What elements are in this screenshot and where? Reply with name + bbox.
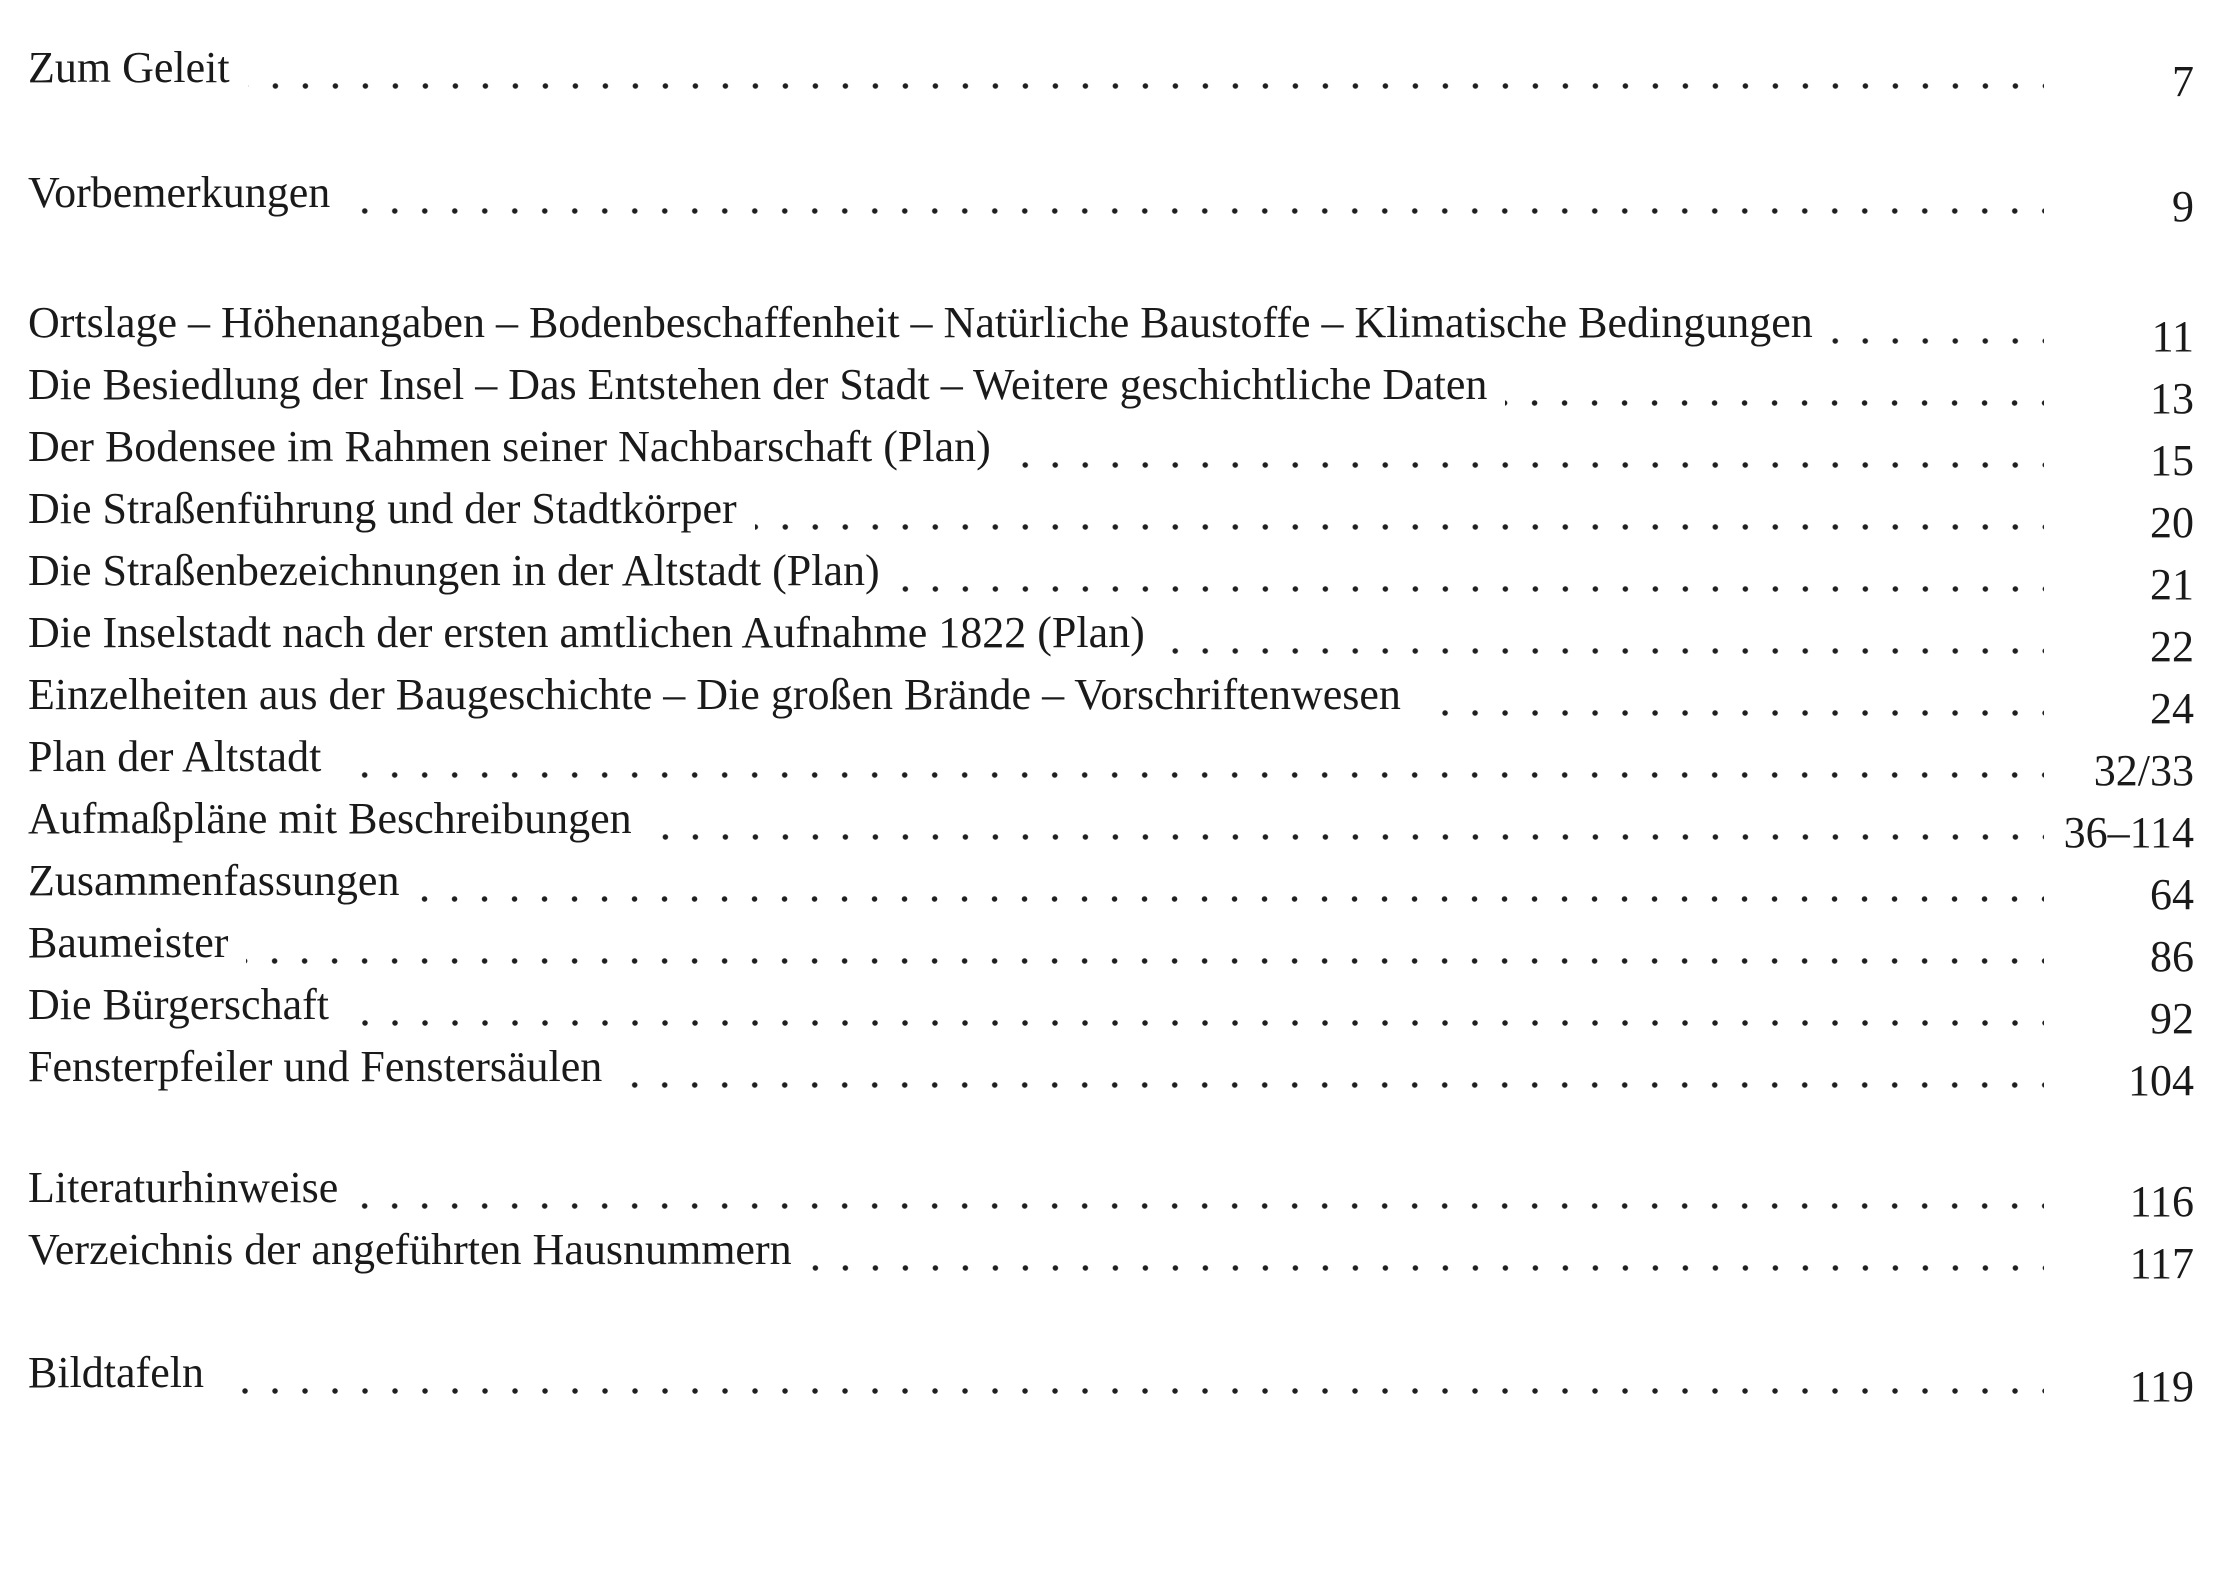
dot-leader bbox=[222, 1345, 2044, 1401]
toc-entry-strassenfuehrung bbox=[28, 481, 2194, 547]
dot-leader bbox=[755, 481, 2044, 537]
dot-leader bbox=[246, 915, 2044, 971]
toc-entry-strassenbezeichnungen bbox=[28, 543, 2194, 609]
toc-entry-bodensee bbox=[28, 419, 2194, 485]
toc-entry-title: Einzelheiten aus der Baugeschichte – Die großen Brände – Vorschriftenwesen bbox=[28, 670, 1401, 719]
toc-entry-page: 64 bbox=[2150, 870, 2194, 919]
dot-leader bbox=[1163, 605, 2044, 661]
dot-leader bbox=[1419, 667, 2044, 723]
toc-entry-title: Plan der Altstadt bbox=[28, 732, 322, 781]
toc-entry-baugeschichte bbox=[28, 667, 2194, 733]
toc-entry-page: 7 bbox=[2172, 57, 2194, 106]
dot-leader bbox=[620, 1039, 2044, 1095]
toc-entry-page: 22 bbox=[2150, 622, 2194, 671]
toc-entry-page: 11 bbox=[2151, 312, 2194, 361]
toc-entry-zusammenfassungen bbox=[28, 853, 2194, 919]
dot-leader bbox=[339, 729, 2044, 785]
toc-entry-page: 116 bbox=[2129, 1177, 2194, 1226]
toc-entry-title: Vorbemerkungen bbox=[28, 168, 331, 217]
toc-entry-title: Bildtafeln bbox=[28, 1348, 204, 1397]
toc-entry-title: Aufmaßpläne mit Beschreibungen bbox=[28, 794, 632, 843]
toc-entry-baumeister bbox=[28, 915, 2194, 981]
toc-entry-title: Die Inselstadt nach der ersten amtlichen Aufnahme 1822 (Plan) bbox=[28, 608, 1145, 657]
toc-entry-title: Zusammenfassungen bbox=[28, 856, 400, 905]
toc-entry-page: 9 bbox=[2172, 182, 2194, 231]
dot-leader bbox=[417, 853, 2044, 909]
toc-entry-literaturhinweise bbox=[28, 1160, 2194, 1226]
toc-entry-title: Die Straßenführung und der Stadtkörper bbox=[28, 484, 737, 533]
toc-entry-title: Verzeichnis der angeführten Hausnummern bbox=[28, 1225, 792, 1274]
toc-entry-hausnummern bbox=[28, 1222, 2194, 1288]
toc-entry-page: 15 bbox=[2150, 436, 2194, 485]
toc-entry-page: 13 bbox=[2150, 374, 2194, 423]
toc-entry-aufmassplaene bbox=[28, 791, 2194, 857]
toc-entry-vorbemerkungen bbox=[28, 165, 2194, 231]
toc-entry-bildtafeln bbox=[28, 1345, 2194, 1411]
toc-entry-title: Der Bodensee im Rahmen seiner Nachbarschaft (Plan) bbox=[28, 422, 991, 471]
toc-entry-page: 24 bbox=[2150, 684, 2194, 733]
toc-entry-title: Fensterpfeiler und Fenstersäulen bbox=[28, 1042, 603, 1091]
toc-entry-title: Zum Geleit bbox=[28, 43, 230, 92]
toc-entry-fensterpfeiler bbox=[28, 1039, 2194, 1105]
toc-entry-page: 117 bbox=[2129, 1239, 2194, 1288]
dot-leader bbox=[347, 977, 2044, 1033]
dot-leader bbox=[898, 543, 2044, 599]
toc-entry-page: 36–114 bbox=[2063, 808, 2194, 857]
toc-entry-page: 20 bbox=[2150, 498, 2194, 547]
dot-leader bbox=[348, 165, 2044, 221]
dot-leader bbox=[810, 1222, 2044, 1278]
toc-entry-page: 119 bbox=[2129, 1362, 2194, 1411]
toc-entry-title: Baumeister bbox=[28, 918, 229, 967]
toc-entry-page: 92 bbox=[2150, 994, 2194, 1043]
dot-leader bbox=[356, 1160, 2044, 1216]
toc-entry-inselstadt bbox=[28, 605, 2194, 671]
toc-entry-page: 32/33 bbox=[2093, 746, 2194, 795]
toc-entry-besiedlung bbox=[28, 357, 2194, 423]
toc-entry-buergerschaft bbox=[28, 977, 2194, 1043]
toc-entry-page: 86 bbox=[2150, 932, 2194, 981]
toc-entry-page: 21 bbox=[2150, 560, 2194, 609]
toc-entry-title: Ortslage – Höhenangaben – Bodenbeschaffenheit – Natürliche Baustoffe – Klimatische Bedingungen bbox=[28, 298, 1813, 347]
dot-leader bbox=[650, 791, 2044, 847]
toc-entry-title: Die Straßenbezeichnungen in der Altstadt (Plan) bbox=[28, 546, 880, 595]
dot-leader bbox=[1505, 357, 2044, 413]
dot-leader bbox=[1831, 295, 2044, 351]
dot-leader bbox=[1009, 419, 2044, 475]
toc-entry-ortslage bbox=[28, 295, 2194, 361]
toc-entry-title: Die Besiedlung der Insel – Das Entstehen der Stadt – Weitere geschichtliche Daten bbox=[28, 360, 1488, 409]
dot-leader bbox=[248, 40, 2044, 96]
toc-entry-title: Die Bürgerschaft bbox=[28, 980, 329, 1029]
toc-entry-zum-geleit bbox=[28, 40, 2194, 106]
toc-entry-plan-altstadt bbox=[28, 729, 2194, 795]
toc-entry-page: 104 bbox=[2128, 1056, 2194, 1105]
toc-entry-title: Literaturhinweise bbox=[28, 1163, 339, 1212]
